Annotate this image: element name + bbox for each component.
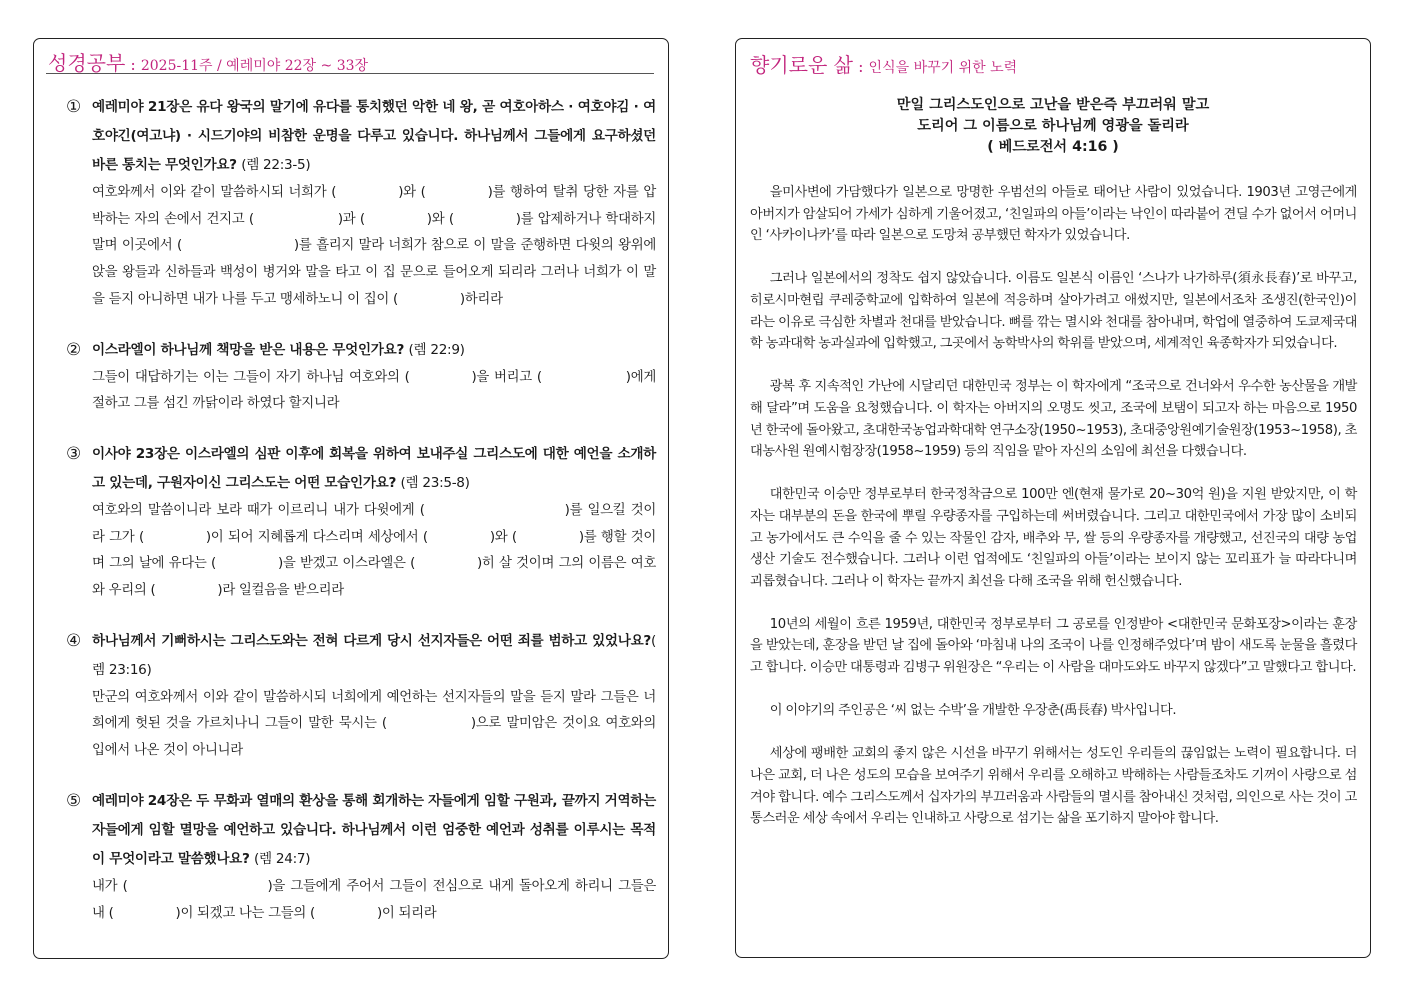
question-text: 예레미야 24장은 두 무화과 열매의 환상을 통해 회개하는 자들에게 임할 구원과, 끝까지 거역하는 자들에게 임할 멸망을 예언하고 있습니다. 하나님께서 이런 엄중한 예언과 성취를 이루시는 목적이 무엇이라고 말씀했나요? (렘 24:7) [92,792,656,867]
question-number: ⑤ [66,790,82,811]
verse-line: 도리어 그 이름으로 하나님께 영광을 돌리라 [917,118,1189,134]
scripture-reference: (렘 22:3-5) [241,157,311,173]
question-1 [66,93,656,314]
article-paragraph: 이 이야기의 주인공은 ‘씨 없는 수박’을 개발한 우장춘(禹長春) 박사입니다. [769,703,1177,719]
header-separator: : [130,55,136,74]
question-number: ② [66,339,82,360]
question-text: 이스라엘이 하나님께 책망을 받은 내용은 무엇인가요? (렘 22:9) [92,341,465,358]
article-paragraph: 그러나 일본에서의 정착도 쉽지 않았습니다. 이름도 일본식 이름인 ‘스나가 나가하루(須永長春)’로 바꾸고, 히로시마현립 쿠레중학교에 입학하여 일본에 적응하며 살아가려고 애썼지만, 일본에서조차 조생진(한국인)이라는 이유로 극심한 차별과 천대를 받았습니다. 뼈를 깎는 멸시와 천대를 참아내며, 학업에 열중하여 도쿄제국대학 농과대학 농과실과에 입학했고, 그곳에서 농학박사의 학위를 받았으며, 세계적인 육종학자가 되었습니다. [750,271,1357,352]
scripture-verse [736,95,1370,158]
scripture-reference: (렘 24:7) [254,850,311,867]
answer-passage: 여호와의 말씀이니라 보라 때가 이르리니 내가 다윗에게 ( )를 일으킬 것이라 그가 ( )이 되어 지혜롭게 다스리며 세상에서 ( )와 ( )를 행할 것이며 그의 날에 유다는 ( )을 받겠고 이스라엘은 ( )히 살 것이며 그의 이름은 여호와 우리의 ( )라 일컬음을 받으리라 [92,502,656,599]
question-number: ③ [66,443,82,464]
bible-study-title: 성경공부 [48,51,126,75]
article-paragraph: 대한민국 이승만 정부로부터 한국정착금으로 100만 엔(현재 물가로 20~30억 원)을 지원 받았지만, 이 학자는 대부분의 돈을 한국에 뿌릴 우량종자를 구입하는데 써버렸습니다. 그리고 대한민국에서 가장 많이 소비되고 농가에서도 큰 수익을 줄 수 있는 작물인 감자, 배추와 무, 쌀 등의 우량종자를 개량했고, 선진국의 대량 농업 생산 기술도 전수했습니다. 그러나 이런 업적에도 ‘친일파의 아들’이라는 보이지 않는 꼬리표가 늘 따라다니며 괴롭혔습니다. 그러나 이 학자는 끝까지 최선을 다해 조국을 위해 헌신했습니다. [750,487,1357,589]
verse-line: 만일 그리스도인으로 고난을 받은즉 부끄러워 말고 [896,97,1210,113]
scripture-reference: ( 렘 23:16) [92,632,656,678]
answer-passage: 여호와께서 이와 같이 말씀하시되 너희가 ( )와 ( )를 행하여 탈취 당한 자를 압박하는 자의 손에서 건지고 ( )과 ( )와 ( )를 압제하거나 학대하지 말며 이곳에서 ( )를 흘리지 말라 너희가 참으로 이 말을 준행하면 다윗의 왕위에 앉을 왕들과 신하들과 백성이 병거와 말을 타고 이 집 문으로 들어오게 되리라 그러나 너희가 이 말을 듣지 아니하면 내가 나를 두고 맹세하노니 이 집이 ( )하리라 [92,185,656,307]
scripture-reference: (렘 23:5-8) [400,474,470,491]
article-paragraph: 10년의 세월이 흐른 1959년, 대한민국 정부로부터 그 공로를 인정받아 <대한민국 문화포장>이라는 훈장을 받았는데, 훈장을 받던 날 집에 돌아와 ‘마침내 나의 조국이 나를 인정해주었다’며 밤이 새도록 눈물을 흘렸다고 합니다. 이승만 대통령과 김병구 위원장은 “우리는 이 사람을 대마도와도 바꾸지 않겠다”고 말했다고 합니다. [750,616,1357,676]
bible-study-panel [33,38,669,959]
fragrant-life-title: 향기로운 삶 [750,53,853,77]
question-2 [66,336,656,418]
question-number: ④ [66,630,82,651]
article-body [750,182,1357,830]
article-paragraph: 을미사변에 가담했다가 일본으로 망명한 우범선의 아들로 태어난 사람이 있었습니다. 1903년 고영근에게 아버지가 암살되어 가세가 심하게 기울어졌고, ‘친일파의 아들’이라는 낙인이 따라붙어 견딜 수가 없어서 어머니인 ‘사카이나카’를 따라 일본으로 도망쳐 공부했던 학자가 있었습니다. [750,185,1357,244]
fragrant-life-subtitle: 인식을 바꾸기 위한 노력 [868,60,1018,76]
bible-study-subtitle: 2025-11주 / 예레미야 22장 ~ 33장 [140,58,369,74]
question-4 [66,627,656,765]
question-text: 하나님께서 기뻐하시는 그리스도와는 전혀 다르게 당시 선지자들은 어떤 죄를 범하고 있었나요?( 렘 23:16) [92,632,656,678]
verse-reference: ( 베드로전서 4:16 ) [987,139,1119,155]
answer-passage: 내가 ( )을 그들에게 주어서 그들이 전심으로 내게 돌아오게 하리니 그들은 내 ( )이 되겠고 나는 그들의 ( )이 되리라 [92,878,656,921]
header-divider [46,73,654,74]
scripture-reference: (렘 22:9) [408,341,465,358]
answer-passage: 그들이 대답하기는 이는 그들이 자기 하나님 여호와의 ( )을 버리고 ( )에게 절하고 그를 섬긴 까닭이라 하였다 할지니라 [92,369,656,412]
answer-passage: 만군의 여호와께서 이와 같이 말씀하시되 너희에게 예언하는 선지자들의 말을 듣지 말라 그들은 너희에게 헛된 것을 가르치나니 그들이 말한 묵시는 ( )으로 말미암은 것이요 여호와의 입에서 나온 것이 아니니라 [92,689,656,759]
question-5 [66,787,656,927]
fragrant-life-header [750,49,1017,78]
question-number: ① [66,97,82,117]
fragrant-life-panel [735,38,1371,958]
question-list [66,93,656,949]
bible-study-header [48,47,368,76]
article-paragraph: 세상에 팽배한 교회의 좋지 않은 시선을 바꾸기 위해서는 성도인 우리들의 끊임없는 노력이 필요합니다. 더 나은 교회, 더 나은 성도의 모습을 보여주기 위해서 우리를 오해하고 박해하는 사람들조차도 기꺼이 사랑으로 섬겨야 합니다. 예수 그리스도께서 십자가의 부끄러움과 사람들의 멸시를 참아내신 것처럼, 의인으로 사는 것이 고통스러운 세상 속에서 우리는 인내하고 사랑으로 섬기는 삶을 포기하지 말아야 합니다. [750,746,1357,827]
header-separator: : [858,57,864,76]
question-3 [66,440,656,605]
question-text: 예레미야 21장은 유다 왕국의 말기에 유다를 통치했던 악한 네 왕, 곧 여호아하스 · 여호야김 · 여호야긴(여고냐) · 시드기야의 비참한 운명을 다루고 있습니다. 하나님께서 그들에게 요구하셨던 바른 통치는 무엇인가요? (렘 22:3-5) [92,99,656,173]
question-text: 이사야 23장은 이스라엘의 심판 이후에 회복을 위하여 보내주실 그리스도에 대한 예언을 소개하고 있는데, 구원자이신 그리스도는 어떤 모습인가요? (렘 23:5-8) [92,445,656,491]
article-paragraph: 광복 후 지속적인 가난에 시달리던 대한민국 정부는 이 학자에게 “조국으로 건너와서 우수한 농산물을 개발해 달라”며 도움을 요청했습니다. 이 학자는 아버지의 오명도 씻고, 조국에 보탬이 되고자 하는 마음으로 1950년 한국에 돌아왔고, 초대한국농업과학대학 연구소장(1950~1953), 초대중앙원예기술원장(1953~1958), 초대농사원 원예시험장장(1958~1959) 등의 직임을 맡아 자신의 소임에 최선을 다했습니다. [750,379,1357,460]
